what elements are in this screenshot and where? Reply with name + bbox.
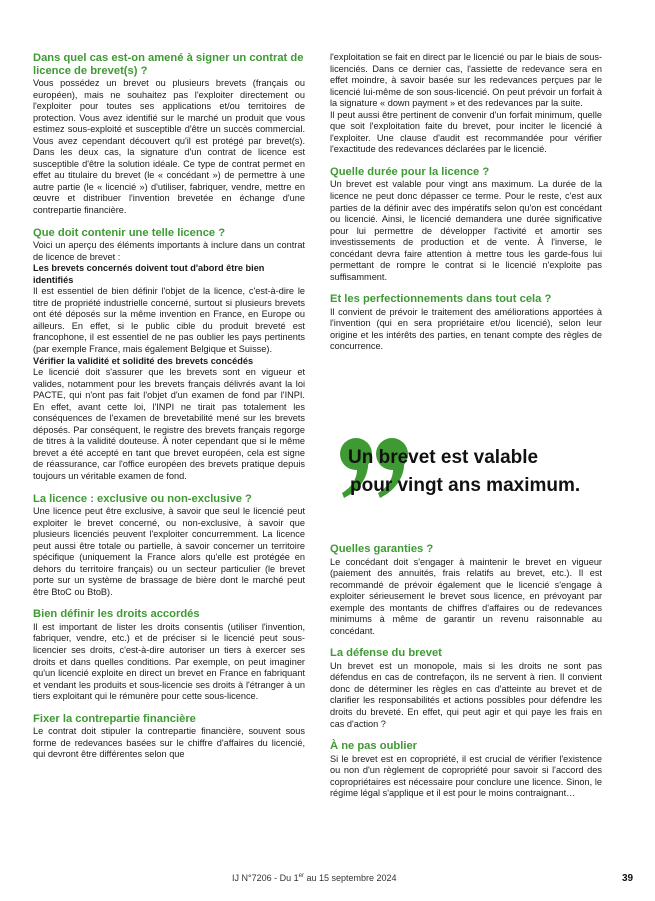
- section-dont-forget: [330, 740, 602, 800]
- section-guarantees: [330, 543, 602, 637]
- section-text: Vous possédez un brevet ou plusieurs brevets (français ou européen), mais ne souhaitez pas l'exploiter directement ou l'exploiter pour toutes ses applications et/ou territoires de protection. Vous avez identifié sur le marché un produit que vous estimez sous-exploité et susceptible d'être un succès commercial. Vous avez cependant découvert qu'il est protégé par brevet(s). Dans les deux cas, la signature d'un contrat de licence est susceptible d'être la solution idéale. Ce type de contrat permet en effet au titulaire du brevet (le « concédant ») de permettre à une autre partie (le « licencié ») d'utiliser, fabriquer, vendre, mettre en œuvre et distribuer l'invention brevetée en échange d'une contrepartie financière.: [33, 78, 305, 216]
- section-text: l'exploitation se fait en direct par le licencié ou par le biais de sous-licenciés. Dans ce dernier cas, l'assiette de redevance sera en effet moindre, à savoir basée sur les redevances perçues par le licencié lui-même de son sous-licencié. On peut prévoir un forfait à la signature « down payment » et des redevances par la suite.: [330, 52, 602, 109]
- section-defense: [330, 647, 602, 730]
- section-text: Il convient de prévoir le traitement des améliorations apportées à l'invention (qui en sera propriétaire et/ou licencié), selon leur origine et les intérêts des parties, en tenant compte des règles de concurrence.: [330, 306, 602, 352]
- section-improvements: [330, 293, 602, 353]
- issue-prefix: IJ N°7206 - Du 1: [232, 873, 299, 883]
- section-text: Il est important de lister les droits consentis (utiliser l'invention, fabriquer, vendre, etc.) et de préciser si le licencié peut sous-licencier ses droits, c'est-à-dire autoriser un tiers à exercer ses droits et dans quelles conditions. Par exemple, on peut imaginer qu'un licencié exploite en direct un brevet en France en fabriquant et vendant les produits et sous-licencie ses droits à l'étranger à un tiers exploitant qui le rémunère pour cette sous-licence.: [33, 621, 305, 702]
- section-text: Une licence peut être exclusive, à savoir que seul le licencié peut exploiter le brevet concerné, ou non-exclusive, à savoir que plusieurs licenciés peuvent l'exploiter concurremment. La licence peut aussi être totale ou partielle, à savoir concerner un territoire spécifique (uniquement la France alors qu'elle est protégée en dehors du territoire français) ou un secteur particulier (le brevet porte sur un système de brassage de bière dont le marché peut être BtoC ou BtoB).: [33, 506, 305, 597]
- section-heading: Fixer la contrepartie financière: [33, 712, 196, 725]
- section-contents: [33, 227, 305, 483]
- section-financial: [33, 713, 305, 761]
- issue-suffix: au 15 septembre 2024: [303, 873, 397, 883]
- section-heading: Et les perfectionnements dans tout cela ?: [330, 293, 552, 306]
- section-exclusive: [33, 493, 305, 599]
- right-column-bottom: [330, 543, 602, 810]
- section-intro: Voici un aperçu des éléments importants à inclure dans un contrat de licence de brevet :: [33, 240, 305, 262]
- pull-quote: [340, 432, 620, 512]
- section-heading: Quelles garanties ?: [330, 543, 434, 555]
- issue-sup: er: [298, 873, 304, 879]
- right-column-top: [330, 52, 602, 363]
- section-heading: La défense du brevet: [330, 647, 442, 660]
- section-when-license: [33, 52, 305, 217]
- section-heading: À ne pas oublier: [330, 740, 418, 753]
- section-text: Le concédant doit s'engager à maintenir le brevet en vigueur (paiement des annuités, frais relatifs au brevet, etc.). Il est recommandé de prévoir également que le licencié s'engage à exploiter sérieusement le brevet sous licence, en prévoyant par exemple des montants de chiffres d'affaires ou de redevances minimums à même de garantir un revenu raisonnable au concédant.: [330, 556, 602, 636]
- section-text: Un brevet est valable pour vingt ans maximum. La durée de la licence ne peut donc dépasser ce terme. Pour le reste, c'est aux parties de la définir avec des impératifs selon qu'on est concédant ou licencié. Ainsi, le licencié demandera une durée significative pour lui permettre de développer l'activité et amortir ses investissements de production et de vente. À l'inverse, le concédant devra faire attention à mettre tous les garde-fous lui permettant de rompre le contrat si le licencié n'exploite pas suffisamment.: [330, 179, 602, 282]
- section-duration: [330, 166, 602, 283]
- section-text: Si le brevet est en copropriété, il est crucial de vérifier l'existence ou non d'un règlement de copropriété pour savoir si l'accord des copropriétaires est nécessaire pour conclure une licence. Sinon, le régime légal s'applique et il est pour le moins contraignant…: [330, 753, 602, 799]
- pull-quote-line: Un brevet est valable: [348, 447, 539, 468]
- section-heading: La licence : exclusive ou non-exclusive ?: [33, 492, 252, 505]
- section-rights: [33, 608, 305, 702]
- left-column: [33, 52, 305, 771]
- subheading-validity: Vérifier la validité et solidité des brevets concédés: [33, 355, 254, 366]
- subheading-identify-patents: Les brevets concernés doivent tout d'abord être bien identifiés: [33, 263, 265, 285]
- section-text: Il est essentiel de bien définir l'objet de la licence, c'est-à-dire le titre de propriété industrielle concerné, surtout si plusieurs brevets ont été déposés sur la même invention en France, en Europe ou ailleurs. En effet, si le public cible du produit breveté est francophone, il est essentiel de ne pas oublier les pays pertinents (par exemple France, mais également Belgique et Suisse).: [33, 286, 305, 354]
- page-number: 39: [622, 873, 634, 884]
- section-text: Le licencié doit s'assurer que les brevets sont en vigueur et valides, notamment pour les brevets français délivrés avant la loi PACTE, qui n'ont pas fait l'objet d'un examen de fond par l'INPI. En effet, avant cette loi, l'INPI ne tirait pas totalement les conséquences de l'examen de brevetabilité mené sur les brevets déposés. Par conséquent, le registre des brevets français regorge de titres à la validité douteuse. À noter cependant que si le même brevet a été accepté en tant que brevet européen, cela est signe de réassurance, car l'office européen des brevets pratique depuis toujours un véritable examen de fond.: [33, 367, 305, 481]
- section-text: Un brevet est un monopole, mais si les droits ne sont pas défendus en cas de contrefaçon, ils ne servent à rien. Il convient donc de déterminer les règles en cas d'atteinte au brevet et de clarifier les responsabilités et actions possibles pour défendre les droits du breveté. En effet, qui peut agir et qui paye les frais en cas d'action ?: [330, 660, 602, 729]
- section-heading: Dans quel cas est-on amené à signer un contrat de licence de brevet(s) ?: [33, 52, 304, 77]
- section-text: Il peut aussi être pertinent de convenir d'un forfait minimum, quelle que soit l'exploitation faite du brevet, pour inciter le licencié à l'exploiter. Une clause d'audit est recommandée pour vérifier l'exactitude des redevances déclarées par le licencié.: [330, 109, 602, 155]
- pull-quote-text: [348, 444, 580, 500]
- section-financial-continued: [330, 52, 602, 156]
- section-heading: Bien définir les droits accordés: [33, 608, 200, 621]
- section-text: Le contrat doit stipuler la contrepartie financière, souvent sous forme de redevances basées sur le chiffre d'affaires du licencié, qui devront être différentes selon que: [33, 726, 305, 760]
- section-heading: Que doit contenir une telle licence ?: [33, 226, 226, 239]
- pull-quote-line: pour vingt ans maximum.: [350, 475, 581, 496]
- issue-info: [232, 873, 397, 883]
- section-heading: Quelle durée pour la licence ?: [330, 165, 490, 178]
